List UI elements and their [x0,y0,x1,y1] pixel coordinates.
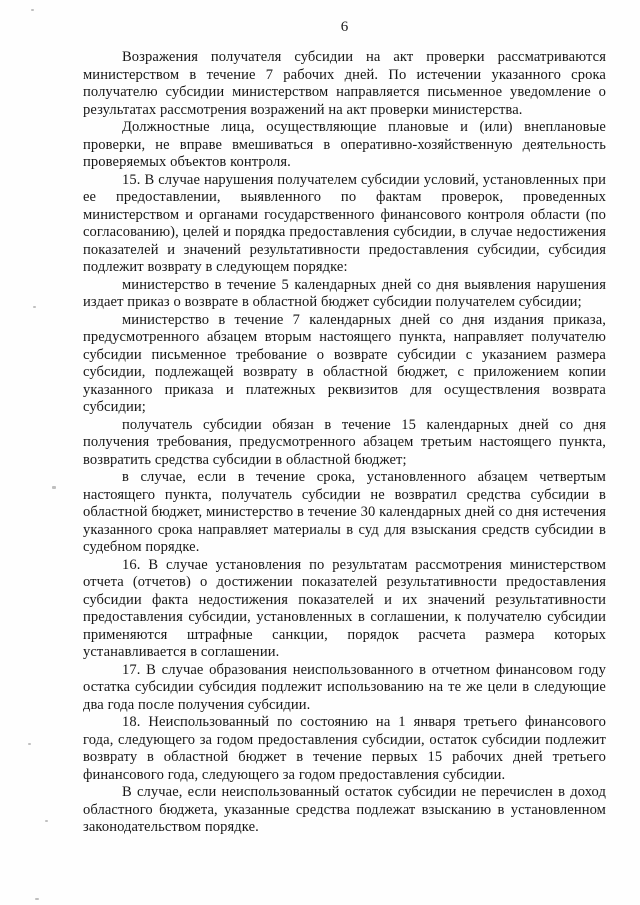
scan-artifact [28,743,31,745]
paragraph: министерство в течение 5 календарных дней со дня выявления нарушения издает приказ о возврате в областной бюджет субсидии получателем субсидии; [83,276,606,310]
scan-artifact [33,306,36,308]
scan-artifact [31,9,34,11]
scan-artifact [35,898,39,900]
page-number: 6 [340,19,349,35]
paragraph: в случае, если в течение срока, установленного абзацем четвертым настоящего пункта, получатель субсидии не возвратил средства субсидии в областной бюджет, министерство в течение 30 календарных дней со дня истечения указанного срока направляет материалы в суд для взыскания средств субсидии в судебном порядке. [83,469,606,555]
paragraph: министерство в течение 7 календарных дней со дня издания приказа, предусмотренного абзацем вторым настоящего пункта, направляет получателю субсидии письменное требование о возврате субсидии с указанием размера субсидии, подлежащей возврату в областной бюджет, с приложением копии указанного приказа и платежных реквизитов для осуществления возврата субсидии; [83,311,606,415]
paragraph: 15. В случае нарушения получателем субсидии условий, установленных при ее предоставлении, выявленного по фактам проверок, проведенных министерством и органами государственного финансового контроля области (по согласованию), целей и порядка предоставления субсидии, в случае недостижения показателей и значений результативности предоставления субсидии, субсидия подлежит возврату в следующем порядке: [83,171,606,275]
scan-artifact [52,486,56,489]
scan-artifact [45,820,48,822]
document-body [83,49,606,837]
paragraph: 16. В случае установления по результатам рассмотрения министерством отчета (отчетов) о достижении показателей результативности предоставления субсидии факта недостижения показателей и их значений результативности предоставления субсидии, установленных в соглашении, к получателю субсидии применяются штрафные санкции, порядок расчета размера которых устанавливается в соглашении. [83,556,606,660]
paragraph: 17. В случае образования неиспользованного в отчетном финансовом году остатка субсидии субсидия подлежит использованию на те же цели в следующие два года после получения субсидии. [83,661,606,713]
paragraph: 18. Неиспользованный по состоянию на 1 января третьего финансового года, следующего за годом предоставления субсидии, остаток субсидии подлежит возврату в областной бюджет в течение первых 15 рабочих дней третьего финансового года, следующего за годом предоставления субсидии. [83,714,606,783]
paragraph: В случае, если неиспользованный остаток субсидии не перечислен в доход областного бюджета, указанные средства подлежат взысканию в установленном законодательством порядке. [83,784,606,835]
paragraph: Должностные лица, осуществляющие плановые и (или) внеплановые проверки, не вправе вмешиваться в оперативно-хозяйственную деятельность проверяемых объектов контроля. [83,119,606,170]
paragraph: Возражения получателя субсидии на акт проверки рассматриваются министерством в течение 7 рабочих дней. По истечении указанного срока получателю субсидии министерством направляется письменное уведомление о результатах рассмотрения возражений на акт проверки министерства. [83,49,606,118]
paragraph: получатель субсидии обязан в течение 15 календарных дней со дня получения требования, предусмотренного абзацем третьим настоящего пункта, возвратить средства субсидии в областной бюджет; [83,416,606,468]
